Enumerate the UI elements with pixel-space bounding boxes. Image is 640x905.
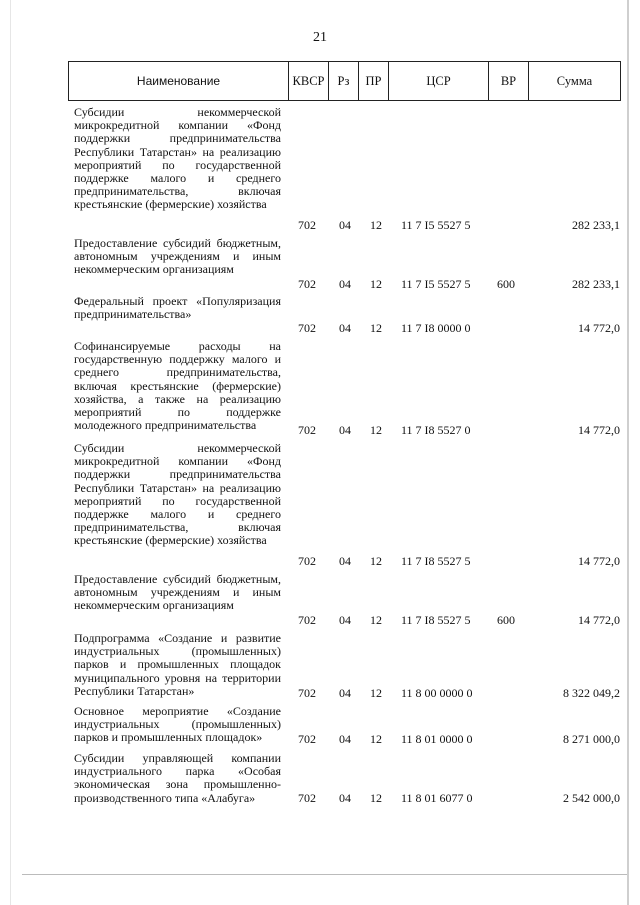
table-header <box>68 61 621 101</box>
row-pr: 12 <box>370 613 382 627</box>
row-sum: 14 772,0 <box>578 423 620 437</box>
row-name: Субсидии управляющей компании индустриального парка «Особая экономическая зона промышленно-производственного типа «Алабуга» <box>74 751 281 805</box>
row-kvsr: 702 <box>298 423 316 437</box>
column-header-name: Наименование <box>69 62 289 100</box>
row-kvsr: 702 <box>298 613 316 627</box>
row-csr: 11 7 I8 5527 5 <box>401 613 471 627</box>
row-rz: 04 <box>339 791 351 805</box>
row-sum: 282 233,1 <box>572 277 620 291</box>
row-name: Субсидии некоммерческой микрокредитной компании «Фонд поддержки предпринимательства Республики Татарстан» на реализацию мероприятий по государственной поддержке малого и среднего предпринимательства, включая крестьянские (фермерские) хозяйства <box>74 105 281 212</box>
row-csr: 11 7 I5 5527 5 <box>401 277 471 291</box>
row-sum: 14 772,0 <box>578 554 620 568</box>
page-number: 21 <box>313 30 327 45</box>
page-bottom-edge <box>22 874 627 875</box>
row-rz: 04 <box>339 218 351 232</box>
row-pr: 12 <box>370 218 382 232</box>
row-rz: 04 <box>339 277 351 291</box>
row-kvsr: 702 <box>298 732 316 746</box>
row-rz: 04 <box>339 554 351 568</box>
row-kvsr: 702 <box>298 321 316 335</box>
row-pr: 12 <box>370 554 382 568</box>
row-sum: 2 542 000,0 <box>563 791 620 805</box>
row-sum: 8 322 049,2 <box>563 686 620 700</box>
column-header-csr: ЦСР <box>389 62 489 100</box>
row-pr: 12 <box>370 321 382 335</box>
row-sum: 282 233,1 <box>572 218 620 232</box>
row-kvsr: 702 <box>298 218 316 232</box>
column-header-sum: Сумма <box>556 73 593 88</box>
row-csr: 11 8 00 0000 0 <box>401 686 473 700</box>
row-vr: 600 <box>497 613 515 627</box>
row-sum: 8 271 000,0 <box>563 732 620 746</box>
row-vr: 600 <box>497 277 515 291</box>
row-pr: 12 <box>370 791 382 805</box>
row-pr: 12 <box>370 732 382 746</box>
row-rz: 04 <box>339 423 351 437</box>
row-kvsr: 702 <box>298 791 316 805</box>
row-pr: 12 <box>370 686 382 700</box>
row-csr: 11 7 I5 5527 5 <box>401 218 471 232</box>
row-kvsr: 702 <box>298 277 316 291</box>
row-pr: 12 <box>370 277 382 291</box>
row-name: Предоставление субсидий бюджетным, автономным учреждениям и иным некоммерческим организациям <box>74 236 281 277</box>
column-header-rz: Рз <box>329 62 359 100</box>
row-pr: 12 <box>370 423 382 437</box>
row-name: Предоставление субсидий бюджетным, автономным учреждениям и иным некоммерческим организациям <box>74 572 281 613</box>
row-rz: 04 <box>339 686 351 700</box>
row-csr: 11 7 I8 5527 5 <box>401 554 471 568</box>
row-name: Софинансируемые расходы на государственную поддержку малого и среднего предпринимательства, включая крестьянские (фермерские) хозяйства, а также на реализацию мероприятий по поддержке молодежного предпринимательства <box>74 339 281 433</box>
row-csr: 11 7 I8 5527 0 <box>401 423 471 437</box>
row-name: Федеральный проект «Популяризация предпринимательства» <box>74 294 281 322</box>
row-rz: 04 <box>339 732 351 746</box>
row-sum: 14 772,0 <box>578 613 620 627</box>
column-header-vr: ВР <box>489 62 529 100</box>
row-sum: 14 772,0 <box>578 321 620 335</box>
column-header-kvsr: КВСР <box>289 62 329 100</box>
row-csr: 11 8 01 0000 0 <box>401 732 473 746</box>
row-name: Основное мероприятие «Создание индустриальных (промышленных) парков и промышленных площадок» <box>74 704 281 745</box>
page-edge-right <box>627 0 629 905</box>
row-csr: 11 8 01 6077 0 <box>401 791 473 805</box>
row-csr: 11 7 I8 0000 0 <box>401 321 471 335</box>
row-rz: 04 <box>339 321 351 335</box>
row-name: Подпрограмма «Создание и развитие индустриальных (промышленных) парков и промышленных площадок муниципального уровня на территории Республики Татарстан» <box>74 631 281 698</box>
column-header-pr: ПР <box>359 62 389 100</box>
row-kvsr: 702 <box>298 554 316 568</box>
row-rz: 04 <box>339 613 351 627</box>
row-name: Субсидии некоммерческой микрокредитной компании «Фонд поддержки предпринимательства Республики Татарстан» на реализацию мероприятий по государственной поддержке малого и среднего предпринимательства, включая крестьянские (фермерские) хозяйства <box>74 441 281 548</box>
page-edge-left <box>10 0 11 905</box>
row-kvsr: 702 <box>298 686 316 700</box>
